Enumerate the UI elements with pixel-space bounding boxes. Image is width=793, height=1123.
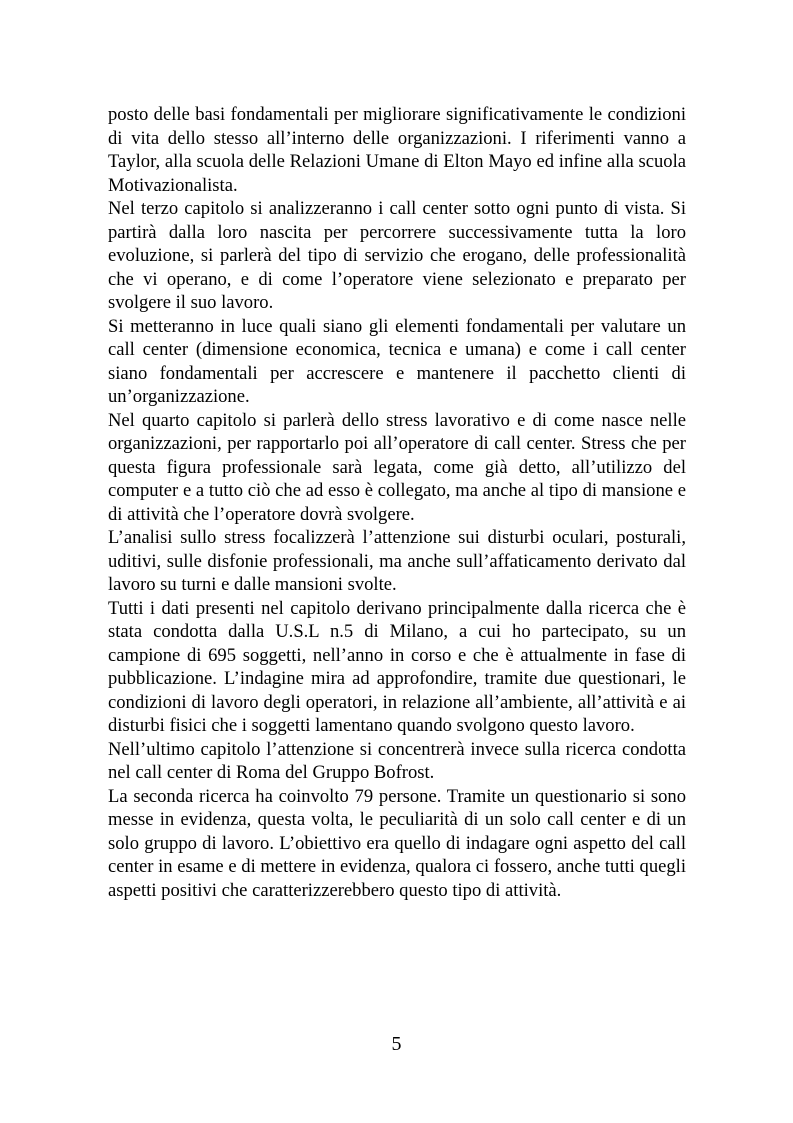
paragraph-second-research: La seconda ricerca ha coinvolto 79 persone. Tramite un questionario si sono messe in evidenza, questa volta, le peculiarità di un solo call center e di un solo gruppo di lavoro. L’obiettivo era quello di indagare ogni aspetto del call center in esame e di mettere in evidenza, qualora ci fossero, anche tutti quegli aspetti positivi che caratterizzerebbero questo tipo di attività. [108, 785, 686, 901]
paragraph-chapter-three: Nel terzo capitolo si analizzeranno i call center sotto ogni punto di vista. Si partirà dalla loro nascita per percorrere successivamente tutta la loro evoluzione, si parlerà del tipo di servizio che erogano, delle professionalità che vi operano, e di come l’operatore viene selezionato e preparato per svolgere il suo lavoro. [108, 198, 686, 313]
paragraph-call-center-elements: Si metteranno in luce quali siano gli elementi fondamentali per valutare un call center (dimensione economica, tecnica e umana) e come i call center siano fondamentali per accrescere e mantenere il pacchetto clienti di un’organizzazione. [108, 315, 686, 407]
paragraph-usl-research: Tutti i dati presenti nel capitolo derivano principalmente dalla ricerca che è stata condotta dalla U.S.L n.5 di Milano, a cui ho partecipato, su un campione di 695 soggetti, nell’anno in corso e che è attualmente in fase di pubblicazione. L’indagine mira ad approfondire, tramite due questionari, le condizioni di lavoro degli operatori, in relazione all’ambiente, all’attività e ai disturbi fisici che i soggetti lamentano quando svolgono questo lavoro. [108, 597, 686, 736]
body-text [108, 103, 686, 902]
paragraph-chapter-four: Nel quarto capitolo si parlerà dello stress lavorativo e di come nasce nelle organizzazioni, per rapportarlo poi all’operatore di call center. Stress che per questa figura professionale sarà legata, come già detto, all’utilizzo del computer e a tutto ciò che ad esso è collegato, ma anche al tipo di mansione e di attività che l’operatore dovrà svolgere. [108, 409, 686, 525]
paragraph-stress-analysis: L’analisi sullo stress focalizzerà l’attenzione sui disturbi oculari, posturali, uditivi, sulle disfonie professionali, ma anche sull’affaticamento derivato dal lavoro su turni e dalle mansioni svolte. [108, 527, 686, 595]
paragraph-intro-continuation: posto delle basi fondamentali per migliorare significativamente le condizioni di vita dello stesso all’interno delle organizzazioni. I riferimenti vanno a Taylor, alla scuola delle Relazioni Umane di Elton Mayo ed infine alla scuola Motivazionalista. [108, 104, 686, 196]
page-number: 5 [391, 1033, 402, 1055]
paragraph-last-chapter: Nell’ultimo capitolo l’attenzione si concentrerà invece sulla ricerca condotta nel call center di Roma del Gruppo Bofrost. [108, 738, 686, 783]
